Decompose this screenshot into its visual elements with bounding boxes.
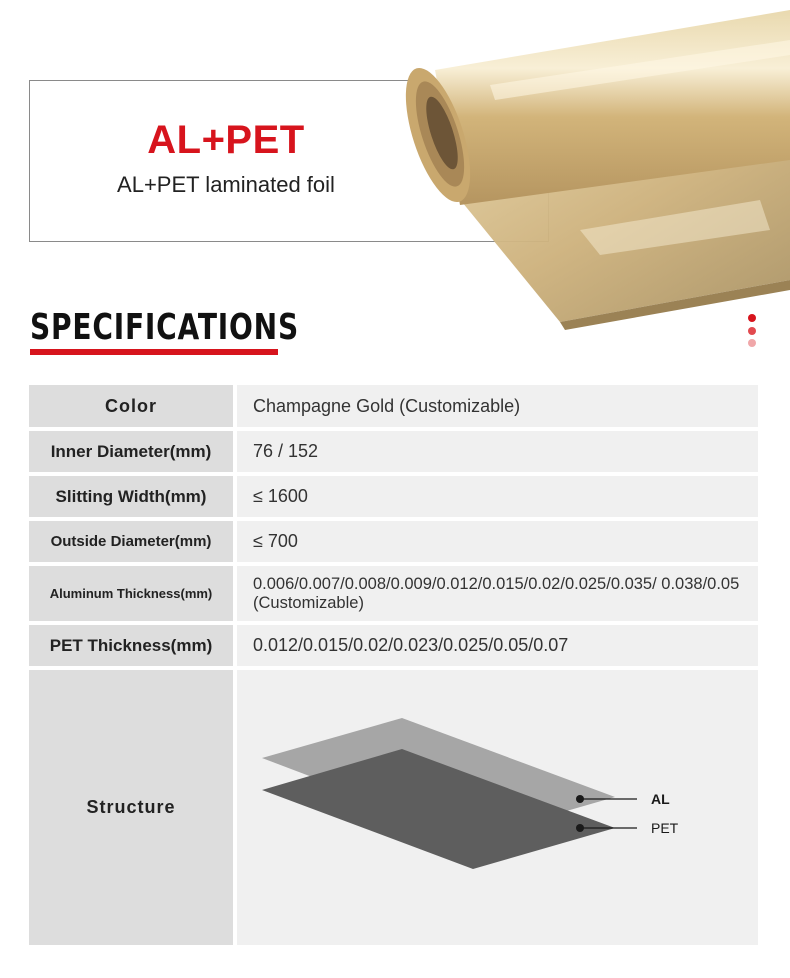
pagination-dots	[748, 314, 758, 352]
dot-2	[748, 327, 756, 335]
layer-structure-diagram	[237, 670, 758, 945]
section-heading: SPECIFICATIONS	[30, 307, 299, 348]
spec-row-color	[29, 385, 758, 427]
spec-value: 0.012/0.015/0.02/0.023/0.025/0.05/0.07	[237, 625, 758, 666]
product-title: AL+PET	[147, 118, 305, 162]
spec-value: ≤ 1600	[237, 476, 758, 517]
spec-row-outside-diameter	[29, 521, 758, 562]
spec-value: 0.006/0.007/0.008/0.009/0.012/0.015/0.02/0.025/0.035/ 0.038/0.05 (Customizable)	[237, 566, 758, 621]
pet-layer-label: PET	[651, 820, 679, 836]
spec-value: Champagne Gold (Customizable)	[237, 385, 758, 427]
foil-roll-image	[400, 0, 790, 340]
spec-label: Aluminum Thickness(mm)	[29, 566, 233, 621]
spec-row-pet-thickness	[29, 625, 758, 666]
spec-label: Outside Diameter(mm)	[29, 521, 233, 562]
spec-label: Color	[29, 385, 233, 427]
structure-diagram-cell	[237, 670, 758, 945]
spec-row-slitting-width	[29, 476, 758, 517]
dot-1	[748, 314, 756, 322]
spec-row-aluminum-thickness	[29, 566, 758, 621]
spec-label: Inner Diameter(mm)	[29, 431, 233, 472]
spec-value: ≤ 700	[237, 521, 758, 562]
dot-3	[748, 339, 756, 347]
product-subtitle: AL+PET laminated foil	[117, 172, 335, 197]
spec-value: 76 / 152	[237, 431, 758, 472]
heading-underline	[30, 349, 278, 355]
spec-label: PET Thickness(mm)	[29, 625, 233, 666]
spec-label: Structure	[29, 670, 233, 945]
spec-label: Slitting Width(mm)	[29, 476, 233, 517]
spec-row-structure	[29, 670, 758, 945]
spec-row-inner-diameter	[29, 431, 758, 472]
al-layer-label: AL	[651, 791, 670, 807]
